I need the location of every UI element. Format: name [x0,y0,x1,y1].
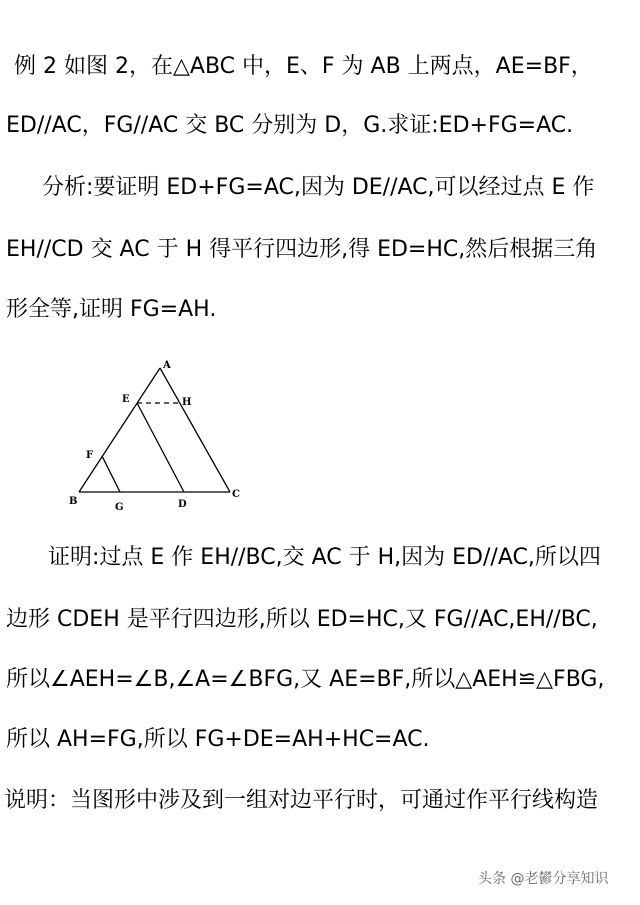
label-c: C [232,489,240,500]
segment-fg [102,456,120,492]
label-a: A [163,360,171,371]
label-h: H [182,397,192,408]
proof-line-4: 所以 AH=FG,所以 FG+DE=AH+HC=AC. [6,727,430,752]
label-b: B [69,496,78,507]
label-d: D [178,499,187,510]
triangle-figure [62,352,252,524]
proof-line-3: 所以∠AEH=∠B,∠A=∠BFG,又 AE=BF,所以△AEH≌△FBG, [6,667,605,692]
analysis-line-3: 形全等,证明 FG=AH. [6,297,217,322]
label-e: E [122,394,130,405]
proof-line-2: 边形 CDEH 是平行四边形,所以 ED=HC,又 FG//AC,EH//BC, [6,607,598,632]
problem-line-1: 例 2 如图 2，在△ABC 中，E、F 为 AB 上两点，AE=BF， [14,54,593,79]
analysis-line-2: EH//CD 交 AC 于 H 得平行四边形,得 ED=HC,然后根据三角 [6,237,598,262]
segment-ab [79,368,160,492]
analysis-line-1: 分析:要证明 ED+FG=AC,因为 DE//AC,可以经过点 E 作 [42,175,595,200]
problem-line-2: ED//AC，FG//AC 交 BC 分别为 D，G.求证:ED+FG=AC. [6,113,574,138]
note-line-1: 说明：当图形中涉及到一组对边平行时，可通过作平行线构造 [4,788,599,813]
watermark: 头条 @老鬰分享知识 [478,871,609,887]
label-g: G [115,502,124,513]
segment-ac [160,368,230,492]
segment-ed [137,403,184,492]
label-f: F [86,450,94,461]
proof-line-1: 证明:过点 E 作 EH//BC,交 AC 于 H,因为 ED//AC,所以四 [48,545,601,570]
